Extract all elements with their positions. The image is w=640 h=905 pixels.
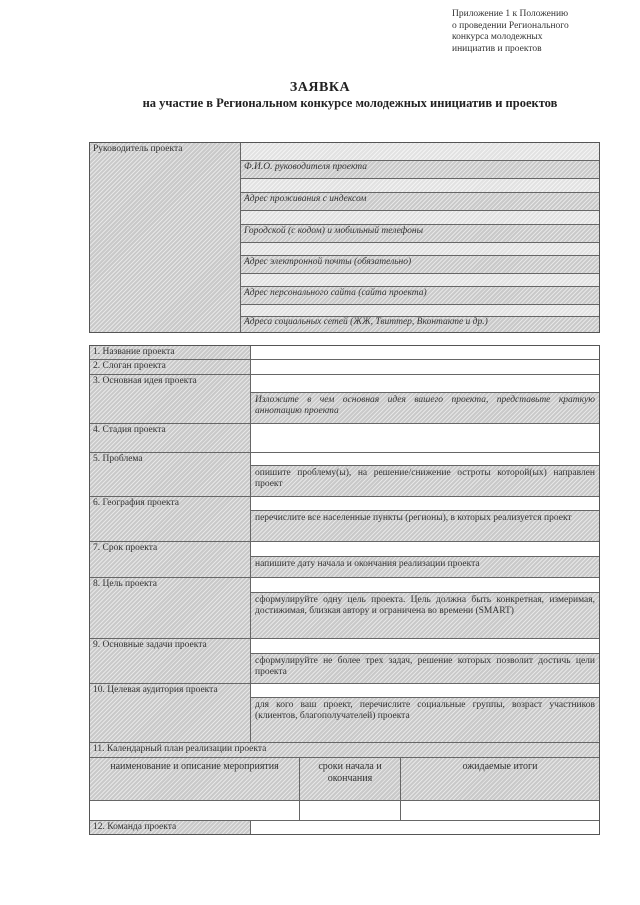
leader-label	[90, 143, 240, 332]
leader-field-email[interactable]: Адрес электронной почты (обязательно)	[241, 256, 599, 273]
calendar-input-activity[interactable]	[90, 801, 299, 820]
row-stage: 4. Стадия проекта	[90, 424, 250, 452]
document-title: ЗАЯВКА	[289, 80, 351, 95]
leader-field-social[interactable]: Адреса социальных сетей (ЖЖ, Твиттер, Вконтакте и др.)	[241, 316, 599, 332]
input-stage[interactable]	[251, 424, 599, 452]
hint-problem[interactable]: опишите проблему(ы), на решение/снижение остроты которой(ых) направлен проект	[251, 466, 599, 496]
input-project-name[interactable]	[251, 346, 599, 359]
input-slogan[interactable]	[251, 360, 599, 374]
appendix-line: инициатив и проектов	[452, 43, 542, 54]
row-calendar: 11. Календарный план реализации проекта	[90, 743, 599, 757]
leader-field-website[interactable]: Адрес персонального сайта (сайта проекта)	[241, 287, 599, 304]
row-team: 12. Команда проекта	[90, 821, 250, 834]
row-geography: 6. География проекта	[90, 497, 250, 541]
hint-audience[interactable]: для кого ваш проект, перечислите социальные группы, возраст участников (клиентов, благополучателей) проекта	[251, 698, 599, 742]
calendar-input-dates[interactable]	[300, 801, 400, 820]
document-subtitle: на участие в Региональном конкурсе молодежных инициатив и проектов	[142, 96, 558, 110]
hint-goal[interactable]: сформулируйте одну цель проекта. Цель должна быть конкретная, измеримая, достижимая, близкая автору и ограничена во времени (SMART)	[251, 593, 599, 638]
appendix-line: о проведении Регионального	[452, 20, 569, 31]
row-problem: 5. Проблема	[90, 453, 250, 496]
row-duration: 7. Срок проекта	[90, 542, 250, 577]
row-project-name: 1. Название проекта	[90, 346, 250, 359]
row-audience: 10. Целевая аудитория проекта	[90, 684, 250, 742]
hint-main-idea[interactable]: Изложите в чем основная идея вашего проекта, представьте краткую аннотацию проекта	[251, 393, 599, 423]
hint-geography[interactable]: перечислите все населенные пункты (регионы), в которых реализуется проект	[251, 511, 599, 541]
row-goal: 8. Цель проекта	[90, 578, 250, 638]
leader-label-text: Руководитель проекта	[93, 144, 183, 154]
appendix-line: Приложение 1 к Положению	[452, 9, 569, 19]
calendar-input-results[interactable]	[401, 801, 599, 820]
row-main-idea: 3. Основная идея проекта	[90, 375, 250, 423]
hint-tasks[interactable]: сформулируйте не более трех задач, решение которых позволит достичь цели проекта	[251, 654, 599, 683]
calendar-header-activity: наименование и описание мероприятия	[90, 758, 299, 800]
leader-field-name[interactable]: Ф.И.О. руководителя проекта	[241, 161, 599, 178]
calendar-header-dates: сроки начала и окончания	[300, 758, 400, 800]
leader-field-address[interactable]: Адрес проживания с индексом	[241, 193, 599, 210]
row-slogan: 2. Слоган проекта	[90, 360, 250, 374]
row-tasks: 9. Основные задачи проекта	[90, 639, 250, 683]
appendix-line: конкурса молодежных	[452, 32, 543, 42]
calendar-header-results: ожидаемые итоги	[401, 758, 599, 800]
appendix-note	[452, 9, 622, 55]
input-team[interactable]	[251, 821, 599, 834]
hint-duration[interactable]: напишите дату начала и окончания реализации проекта	[251, 557, 599, 577]
leader-field-phone[interactable]: Городской (с кодом) и мобильный телефоны	[241, 225, 599, 242]
